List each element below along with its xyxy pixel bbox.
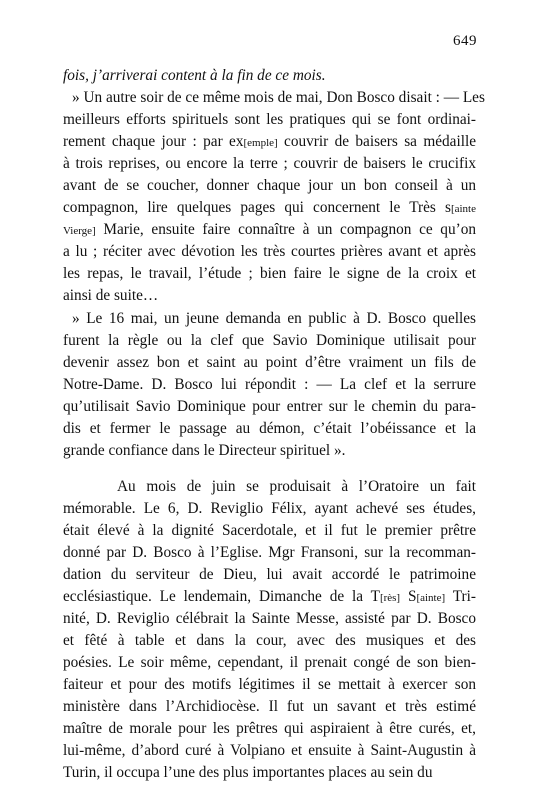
text-run: compagnon, lire quelques pages qui concernent le Très s xyxy=(63,199,451,216)
text-run: ministère dans l’Archidiocèse. Il fut un savant et très estimé xyxy=(63,698,476,715)
text-line xyxy=(63,242,476,262)
text-run: Tri- xyxy=(445,588,476,605)
text-run: grande confiance dans le Directeur spirituel ». xyxy=(63,442,346,459)
page-number: 649 xyxy=(453,33,477,49)
text-run: dis et fermer le passage au démon, c’était l’obéissance et la xyxy=(63,420,476,437)
text-run: les repas, le travail, l’étude ; bien faire le signe de la croix et xyxy=(63,265,476,282)
text-line xyxy=(63,220,476,241)
text-run: dation du serviteur de Dieu, lui avait accordé le patrimoine xyxy=(63,566,476,583)
text-run: Au mois de juin se produisait à l’Oratoire un fait xyxy=(117,478,476,495)
text-line xyxy=(63,609,476,629)
text-run: était élevé à la dignité Sacerdotale, et il fut le premier prêtre xyxy=(63,522,476,539)
text-line xyxy=(63,331,476,351)
text-run: poésies. Le soir même, cependant, il prenait congé de son bien- xyxy=(63,654,476,671)
text-run: a lu ; réciter avec dévotion les très courtes prières avant et après xyxy=(63,243,476,260)
text-line xyxy=(63,499,476,519)
text-line xyxy=(72,309,476,329)
text-run: ecclésiastique. Le lendemain, Dimanche de la T xyxy=(63,588,380,605)
editorial-bracket: [ainte xyxy=(450,203,476,215)
text-line xyxy=(63,286,476,306)
text-line xyxy=(72,88,485,108)
text-run: Marie, ensuite faire connaître à un compagnon ce qu’on xyxy=(95,221,476,238)
text-line xyxy=(63,176,476,196)
text-line xyxy=(63,741,476,761)
text-line xyxy=(63,441,476,461)
text-run: mémorable. Le 6, D. Reviglio Félix, ayant achevé ses études, xyxy=(63,500,476,517)
text-line xyxy=(63,198,476,219)
text-line xyxy=(63,587,476,608)
text-run: qu’utilisait Savio Dominique pour entrer sur le chemin du para- xyxy=(63,398,476,415)
editorial-bracket: [emple] xyxy=(243,137,278,149)
text-run: S xyxy=(400,588,417,605)
text-run: couvrir de baisers sa médaille xyxy=(277,133,476,150)
text-run: meilleurs efforts spirituels sont les pratiques qui se font ordinai- xyxy=(63,111,476,128)
editorial-bracket: [ainte] xyxy=(416,592,446,604)
text-line xyxy=(63,264,476,284)
text-run: devenir assez bon et saint au point d’être vraiment un fils de xyxy=(63,354,476,371)
text-line xyxy=(63,631,476,651)
text-run: Notre-Dame. D. Bosco lui répondit : — La clef et la serrure xyxy=(63,376,476,393)
text-run: » Un autre soir de ce même mois de mai, Don Bosco disait : — Les xyxy=(72,89,485,106)
text-run: rement chaque jour : par ex xyxy=(63,133,244,150)
text-run: » Le 16 mai, un jeune demanda en public à D. Bosco quelles xyxy=(72,310,476,327)
text-run: à trois reprises, ou encore la terre ; couvrir de baisers le crucifix xyxy=(63,155,476,172)
text-run: faiteur et pour des motifs légitimes il se mettait à exercer son xyxy=(63,676,476,693)
text-run: donné par D. Bosco à l’Eglise. Mgr Fransoni, sur la recomman- xyxy=(63,544,476,561)
text-line xyxy=(63,66,476,86)
text-run: avant de se coucher, donner chaque jour un bon conseil à un xyxy=(63,177,476,194)
text-line xyxy=(117,477,476,497)
text-line xyxy=(63,132,476,153)
text-run: lui-même, d’abord curé à Volpiano et ensuite à Saint-Augustin à xyxy=(63,742,476,759)
text-line xyxy=(63,697,476,717)
text-line xyxy=(63,719,476,739)
text-run: ainsi de suite… xyxy=(63,287,159,304)
text-line xyxy=(63,521,476,541)
text-run: et fêté à table et dans la cour, avec des musiques et des xyxy=(63,632,476,649)
text-line xyxy=(63,653,476,673)
text-line xyxy=(63,675,476,695)
text-line xyxy=(63,397,476,417)
editorial-bracket: Vierge] xyxy=(63,225,96,237)
text-run: fois, j’arriverai content à la fin de ce mois. xyxy=(63,67,326,84)
text-line xyxy=(63,419,476,439)
text-run: nité, D. Reviglio célébrait la Sainte Messe, assisté par D. Bosco xyxy=(63,610,476,627)
text-run: furent la règle ou la clef que Savio Dominique utilisait pour xyxy=(63,332,476,349)
editorial-bracket: [rès] xyxy=(379,592,401,604)
text-run: maître de morale pour les prêtres qui aspiraient à être curés, et, xyxy=(63,720,476,737)
text-line xyxy=(63,110,476,130)
text-line xyxy=(63,763,476,783)
text-line xyxy=(63,543,476,563)
text-run: Turin, il occupa l’une des plus importantes places au sein du xyxy=(63,764,433,781)
text-line xyxy=(63,565,476,585)
text-line xyxy=(63,375,476,395)
text-line xyxy=(63,154,476,174)
text-line xyxy=(63,353,476,373)
